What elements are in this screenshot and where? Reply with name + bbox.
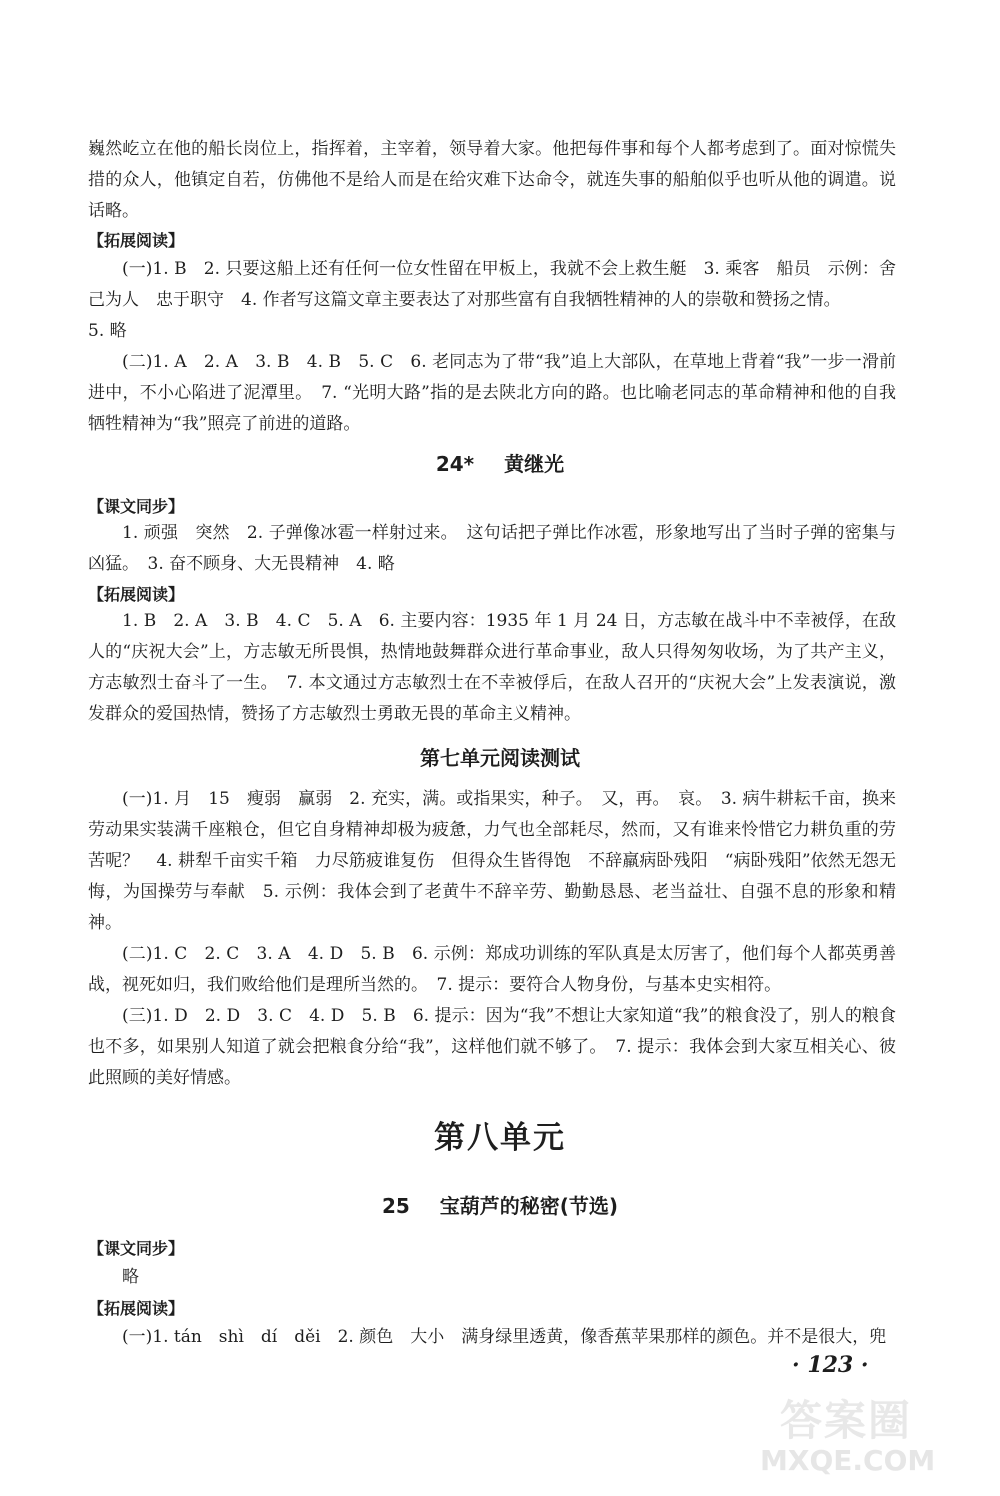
section1-answer-1b: 5. 略 bbox=[88, 321, 127, 341]
lesson-25-number: 25 bbox=[381, 1194, 410, 1218]
unit7-test-block bbox=[88, 784, 896, 1094]
tag-text-sync-2: 【课文同步】 bbox=[88, 1239, 185, 1258]
top-paragraph: 巍然屹立在他的船长岗位上，指挥着，主宰着，领导着大家。他把每件事和每个人都考虑到了。面对惊慌失措的众人，他镇定自若，仿佛他不是给人而是在给灾难下达命令，就连失事的船舶似乎也听从他的调遣。说话略。 bbox=[88, 139, 896, 221]
watermark bbox=[760, 1388, 990, 1488]
lesson-25-title: 宝葫芦的秘密(节选) bbox=[439, 1194, 619, 1218]
tag-extended-reading-3: 【拓展阅读】 bbox=[88, 1299, 185, 1318]
section1-answer-2: (二)1. A 2. A 3. B 4. B 5. C 6. 老同志为了带“我”追上大部队，在草地上背着“我”一步一滑前进中，不小心陷进了泥潭里。 7. “光明大路”指的是去陕北方向的路。也比喻老同志的革命精神和他的自我牺牲精神为“我”照亮了前进的道路。 bbox=[88, 352, 896, 434]
page-number: · 123 · bbox=[792, 1352, 869, 1378]
top-paragraph-block bbox=[88, 134, 896, 227]
lesson-24-sync-answer: 1. 顽强 突然 2. 子弹像冰雹一样射过来。 这句话把子弹比作冰雹，形象地写出了当时子弹的密集与凶猛。 3. 奋不顾身、大无畏精神 4. 略 bbox=[88, 523, 896, 574]
lesson-25-sync-answer: 略 bbox=[122, 1267, 139, 1287]
lesson-25-ext-block bbox=[88, 1322, 896, 1353]
lesson-24-ext-answer: 1. B 2. A 3. B 4. C 5. A 6. 主要内容：1935 年 1 月 24 日，方志敏在战斗中不幸被俘，在敌人的“庆祝大会”上，方志敏无所畏惧，热情地鼓舞群众进行革命事业，敌人只得匆匆收场，为了共产主义，方志敏烈士奋斗了一生。 7. 本文通过方志敏烈士在不幸被俘后，在敌人召开的“庆祝大会”上发表演说，激发群众的爱国热情，赞扬了方志敏烈士勇敢无畏的革命主义精神。 bbox=[88, 611, 896, 724]
lesson-25-heading bbox=[0, 1190, 1000, 1219]
unit7-test-heading: 第七单元阅读测试 bbox=[420, 746, 580, 770]
lesson-24-sync-block bbox=[88, 518, 896, 580]
unit7-test-answer-1: (一)1. 月 15 瘦弱 赢弱 2. 充实，满。或指果实，种子。 又，再。 哀。 3. 病牛耕耘千亩，换来劳动果实装满千座粮仓，但它自身精神却极为疲惫，力气也全部耗尽，然而，又有谁来怜惜它力耕负重的劳苦呢？ 4. 耕犁千亩实千箱 力尽筋疲谁复伤 但得众生皆得饱 不辞羸病卧残阳 “病卧残阳”依然无怨无悔，为国操劳与奉献 5. 示例：我体会到了老黄牛不辞辛劳、勤勤恳恳、老当益壮、自强不息的形象和精神。 bbox=[88, 789, 896, 933]
unit7-test-answer-2: (二)1. C 2. C 3. A 4. D 5. B 6. 示例：郑成功训练的军队真是太厉害了，他们每个人都英勇善战，视死如归，我们败给他们是理所当然的。 7. 提示：要符合人物身份，与基本史实相符。 bbox=[88, 944, 896, 995]
section1-block bbox=[88, 254, 896, 440]
section1-answer-1: (一)1. B 2. 只要这船上还有任何一位女性留在甲板上，我就不会上救生艇 3. 乘客 船员 示例：舍己为人 忠于职守 4. 作者写这篇文章主要表达了对那些富有自我牺牲精神的人的崇敬和赞扬之情。 bbox=[88, 259, 896, 310]
lesson-24-ext-block bbox=[88, 606, 896, 730]
watermark-logo: 答案圈 bbox=[780, 1396, 913, 1445]
lesson-25-sync-block bbox=[88, 1262, 896, 1293]
unit7-test-answer-3: (三)1. D 2. D 3. C 4. D 5. B 6. 提示：因为“我”不想让大家知道“我”的粮食没了，别人的粮食也不多，如果别人知道了就会把粮食分给“我”，这样他们就不够了。 7. 提示：我体会到大家互相关心、彼此照顾的美好情感。 bbox=[88, 1006, 896, 1088]
tag-text-sync-1: 【课文同步】 bbox=[88, 497, 185, 516]
unit8-title: 第八单元 bbox=[434, 1120, 566, 1156]
tag-extended-reading-1: 【拓展阅读】 bbox=[88, 231, 185, 250]
lesson-24-number: 24* bbox=[435, 452, 475, 476]
lesson-24-title: 黄继光 bbox=[504, 452, 565, 476]
lesson-25-ext-answer: (一)1. tán shì dí děi 2. 颜色 大小 满身绿里透黄，像香蕉苹果那样的颜色。并不是很大，兜 bbox=[122, 1327, 887, 1347]
lesson-24-heading bbox=[0, 448, 1000, 477]
watermark-url: MXQE.COM bbox=[760, 1444, 936, 1477]
tag-extended-reading-2: 【拓展阅读】 bbox=[88, 585, 185, 604]
